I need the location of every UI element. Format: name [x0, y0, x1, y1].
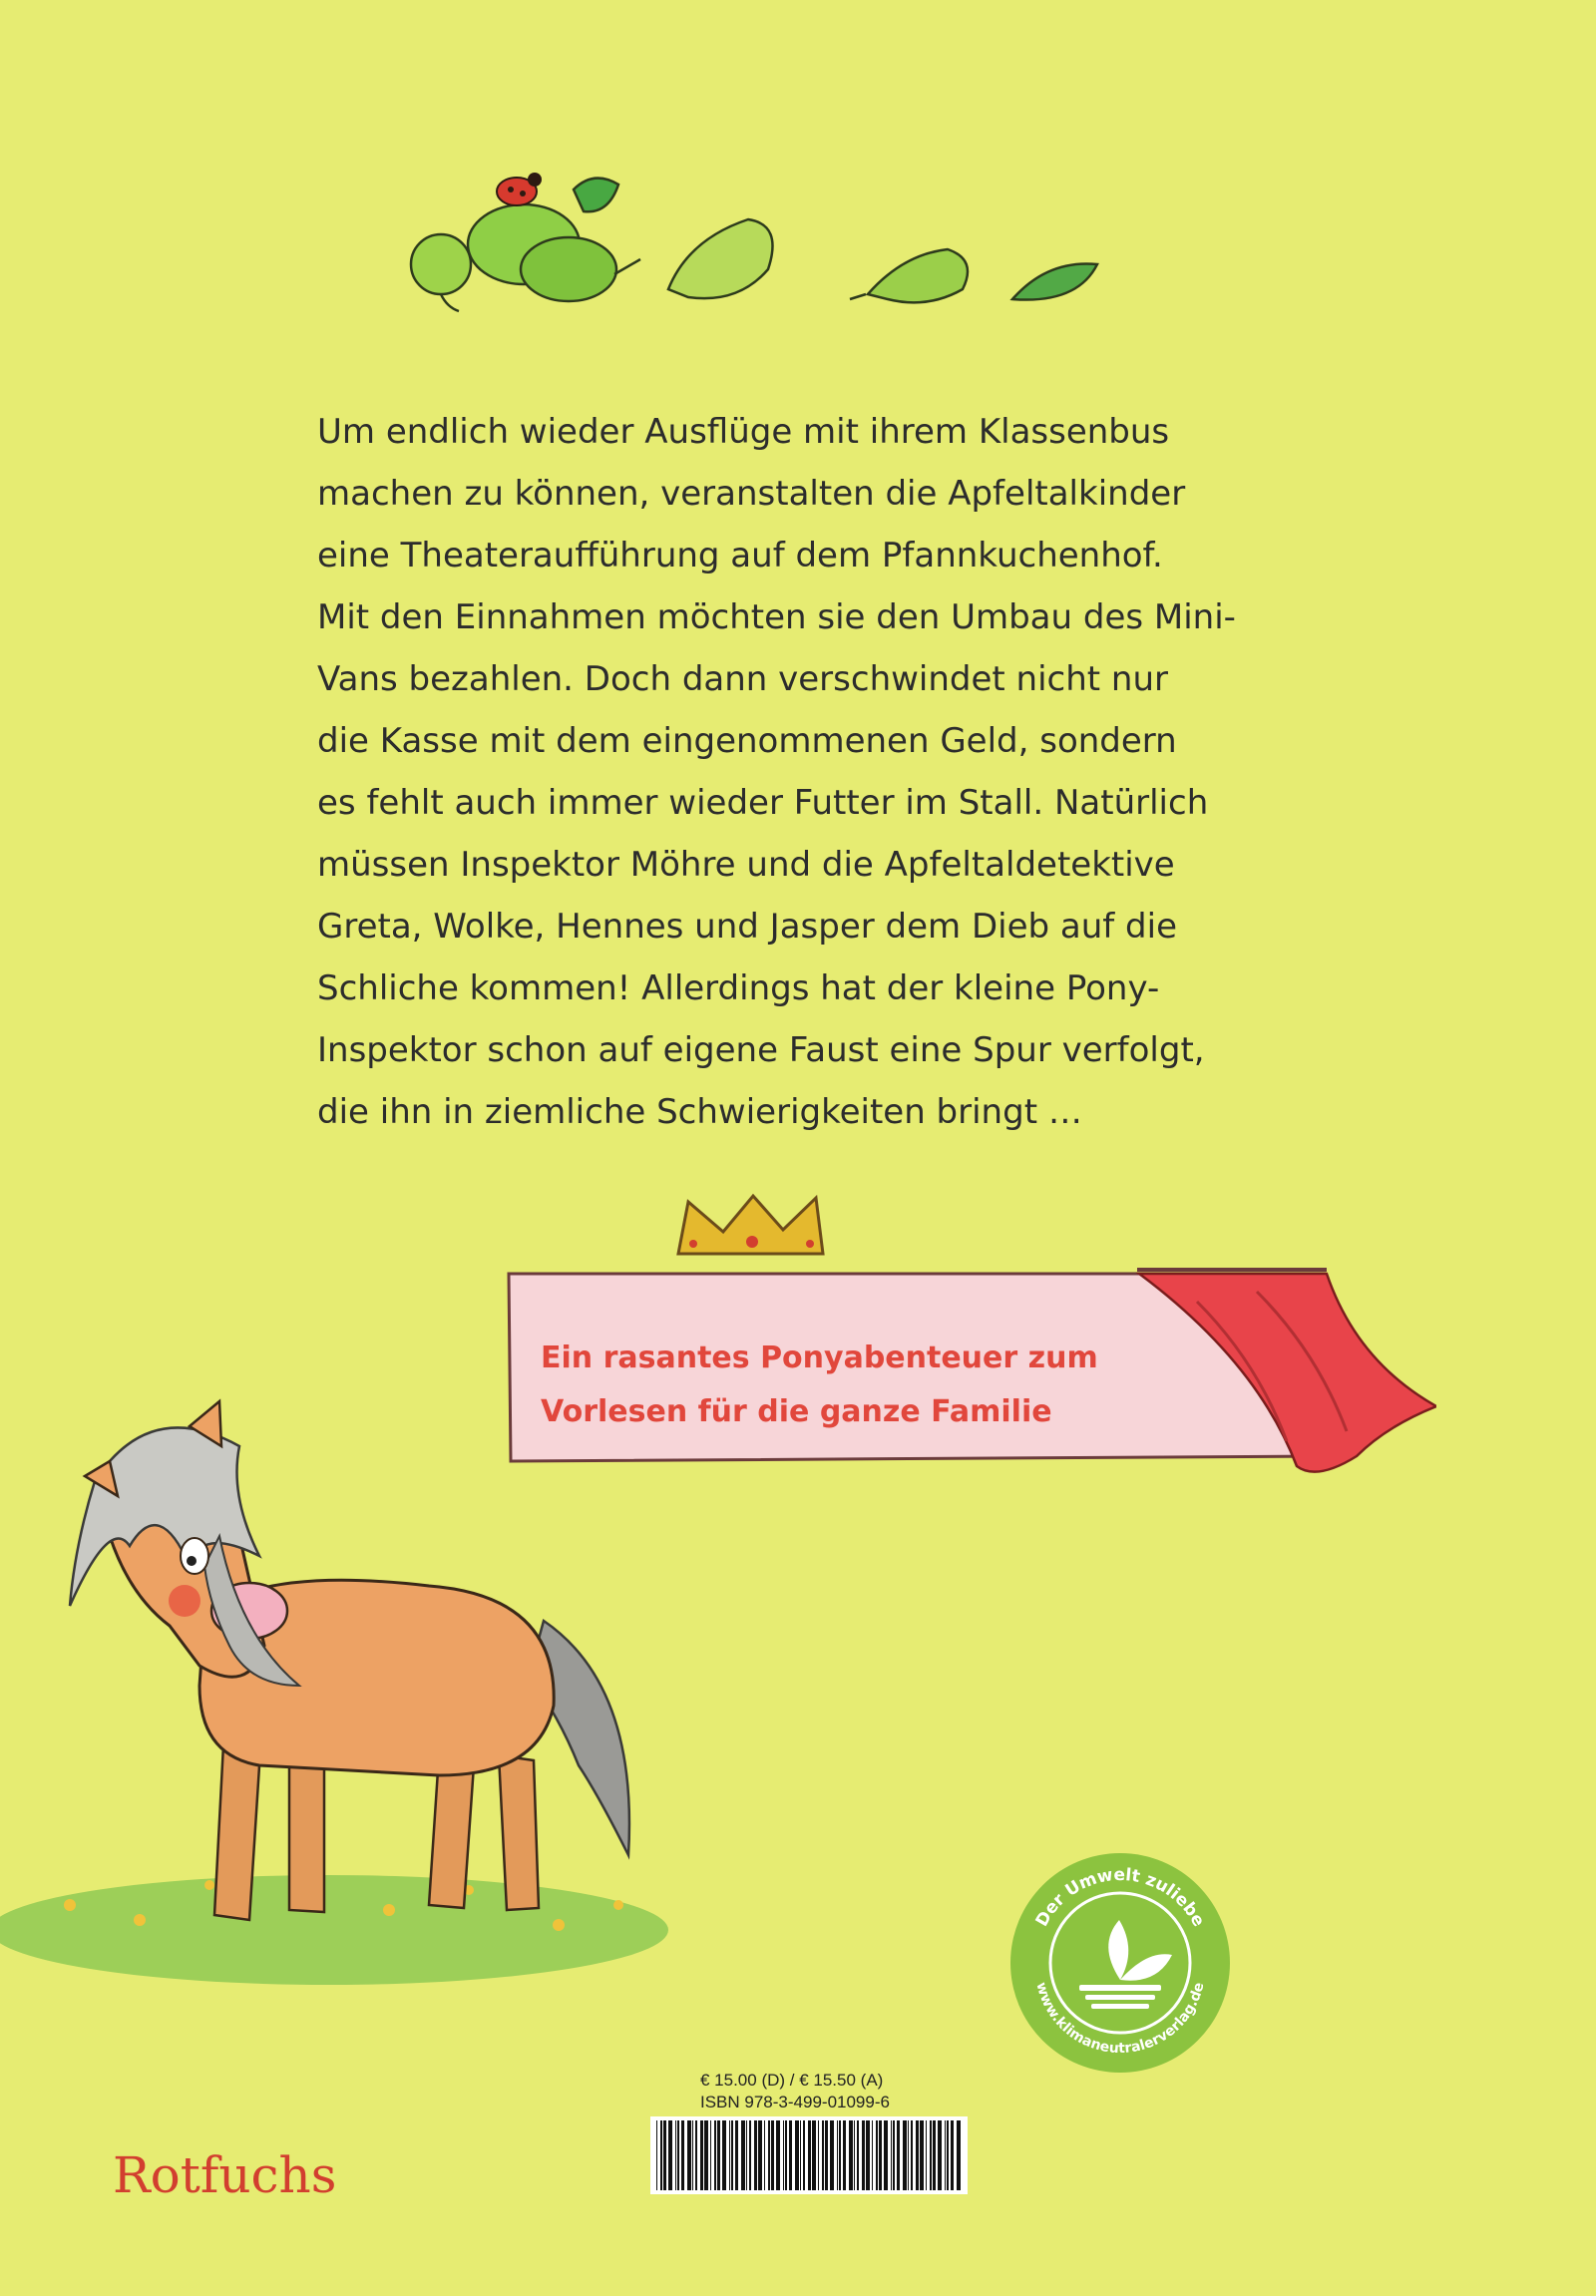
blurb-line: die Kasse mit dem eingenommenen Geld, sondern	[317, 721, 1177, 761]
blurb-line: Mit den Einnahmen möchten sie den Umbau des Mini-	[317, 597, 1236, 637]
isbn-text: ISBN 978-3-499-01099-6	[700, 2093, 890, 2111]
blurb-line: machen zu können, veranstalten die Apfeltalkinder	[317, 474, 1186, 514]
price-box	[648, 2070, 978, 2113]
blurb-line: Inspektor schon auf eigene Faust eine Spur verfolgt,	[317, 1030, 1205, 1070]
barcode	[650, 2116, 968, 2194]
blurb-line: eine Theateraufführung auf dem Pfannkuchenhof.	[317, 536, 1163, 575]
tagline-line-1: Ein rasantes Ponyabenteuer zum	[541, 1340, 1098, 1375]
blurb-line: es fehlt auch immer wieder Futter im Stall. Natürlich	[317, 783, 1209, 823]
blurb-line: die ihn in ziemliche Schwierigkeiten bringt …	[317, 1092, 1082, 1132]
publisher-logo: Rotfuchs	[113, 2146, 337, 2204]
eco-badge	[1007, 1850, 1233, 2076]
eco-badge-top-text: Der Umwelt zuliebe	[1031, 1864, 1209, 1931]
blurb-line: Schliche kommen! Allerdings hat der kleine Pony-	[317, 968, 1160, 1008]
tagline-line-2: Vorlesen für die ganze Familie	[541, 1394, 1052, 1429]
blurb-text	[317, 401, 1315, 1143]
blurb-line: müssen Inspektor Möhre und die Apfeltaldetektive	[317, 845, 1175, 885]
blurb-line: Um endlich wieder Ausflüge mit ihrem Klassenbus	[317, 412, 1170, 452]
blurb-line: Greta, Wolke, Hennes und Jasper dem Dieb auf die	[317, 907, 1178, 947]
price-text: € 15.00 (D) / € 15.50 (A)	[700, 2071, 884, 2090]
eco-badge-bottom-text: www.klimaneutralerverlag.de	[1032, 1980, 1208, 2058]
blurb-line: Vans bezahlen. Doch dann verschwindet nicht nur	[317, 659, 1169, 699]
fruits-illustration	[389, 130, 1127, 329]
pony-illustration	[0, 1386, 718, 1985]
